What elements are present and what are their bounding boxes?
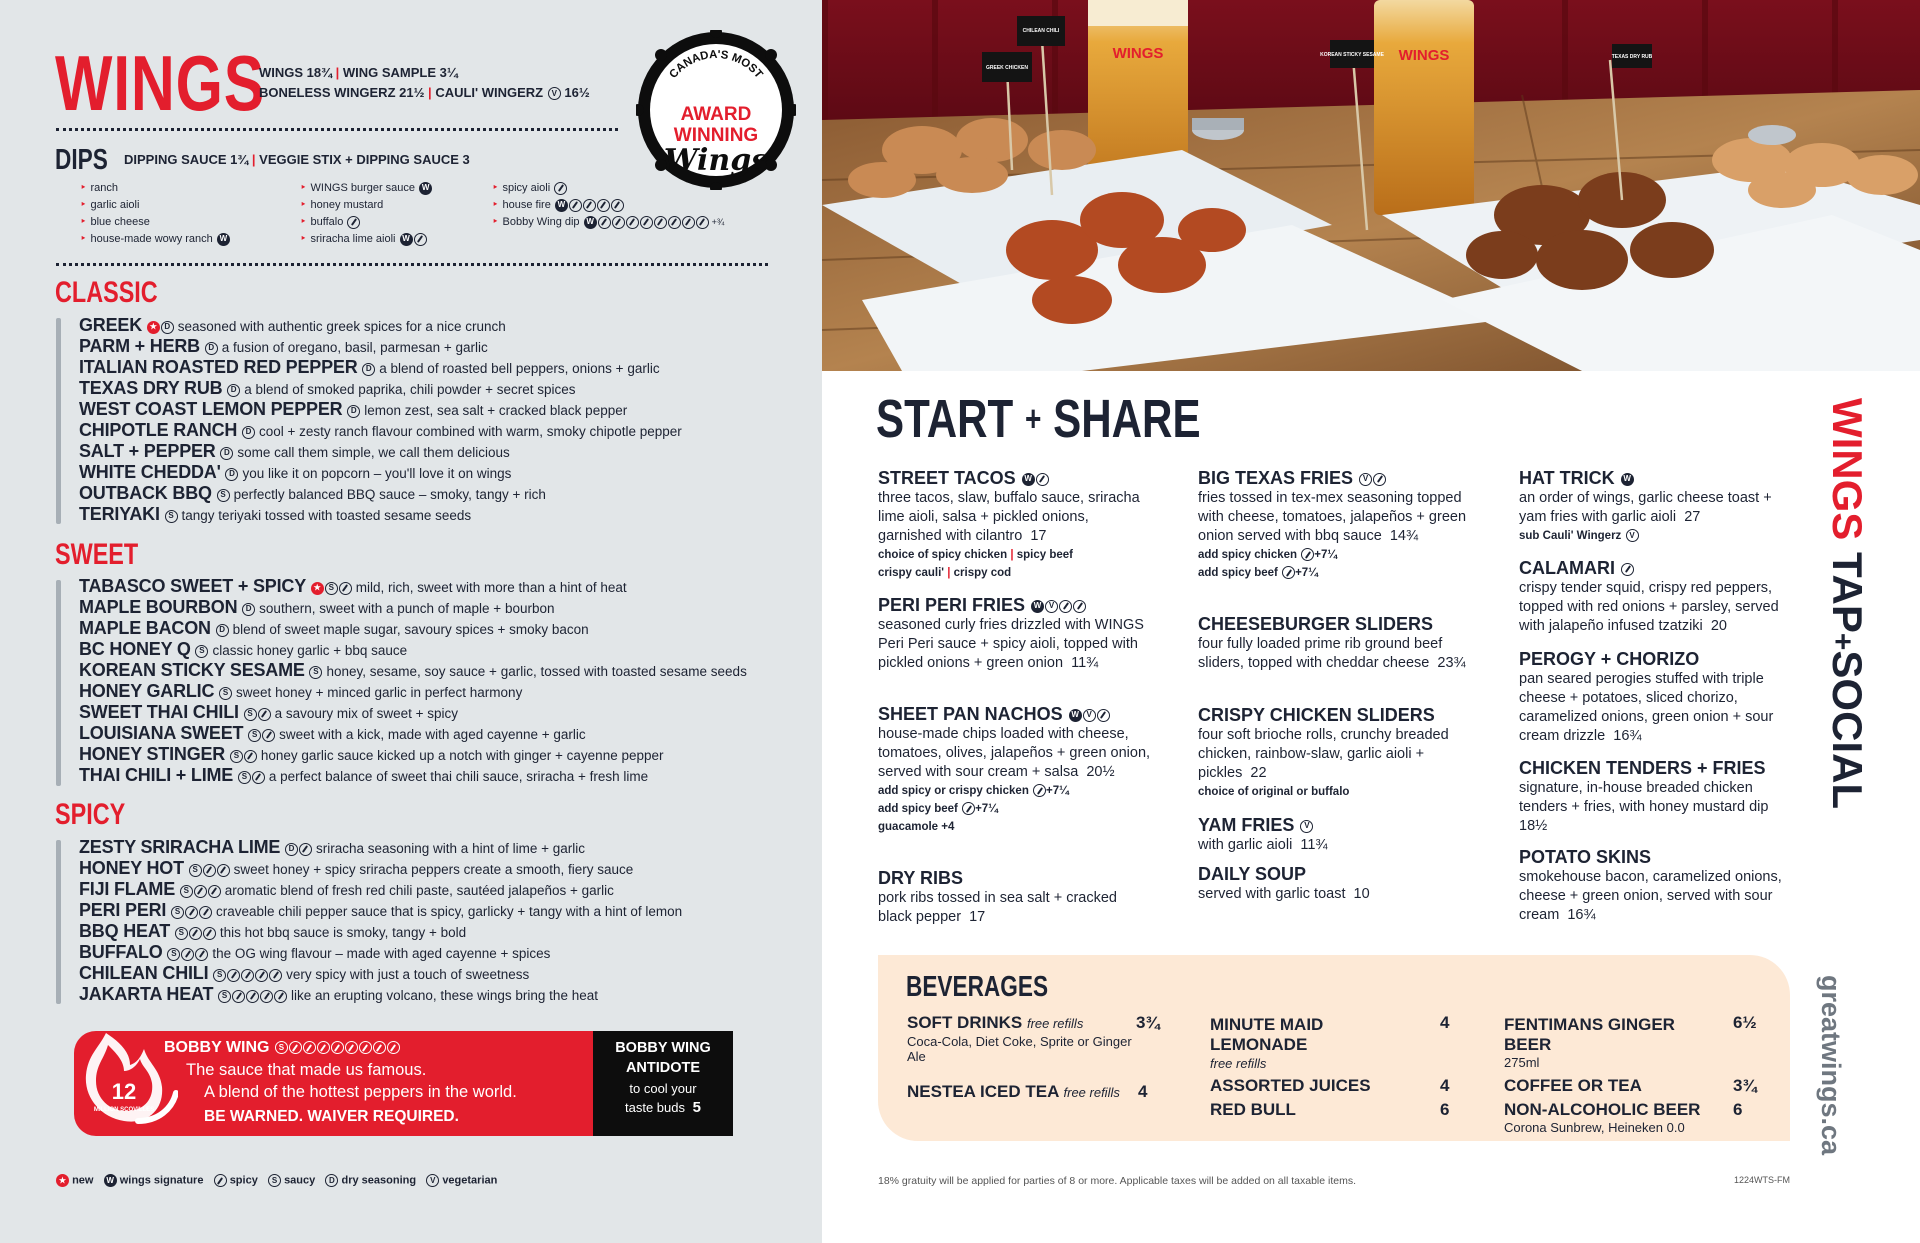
vegetarian-icon: V [1045,600,1058,613]
spicy-icon [1373,473,1386,486]
flavour-item: TABASCO SWEET + SPICY ★ S mild, rich, sweet with more than a hint of heat [79,576,627,596]
section-title-spicy: SPICY [55,798,126,831]
spicy-icon [1073,600,1086,613]
dips-title: DIPS [55,144,108,176]
spicy-icon [668,216,681,229]
section-bar [56,318,61,524]
badge-arc-text: CANADA'S MOST [667,48,765,81]
flavour-item: MAPLE BACON D blend of sweet maple sugar, savoury spices + smoky bacon [79,618,589,638]
saucy-icon: S [175,927,188,940]
divider [56,128,618,131]
signature-icon: W [1031,600,1044,613]
signature-icon: W [400,233,413,246]
spicy-icon [289,1041,302,1054]
vegetarian-icon: V [426,1174,439,1187]
vegetarian-icon: V [548,87,561,100]
menu-item-crispy-chicken-sliders: CRISPY CHICKEN SLIDERS four soft brioche rolls, crunchy breaded chicken, rainbow-slaw, garlic aioli + pickles 22 choice of original or buffalo [1198,705,1449,798]
left-panel [0,0,822,1243]
signature-icon: W [104,1174,117,1187]
award-badge [636,30,796,190]
flavour-item: GREEK ★ D seasoned with authentic greek spices for a nice crunch [79,315,506,335]
saucy-icon: S [180,885,193,898]
saucy-icon: S [165,510,178,523]
flavour-item: PARM + HERB D a fusion of oregano, basil, parmesan + garlic [79,336,488,356]
dips-prices: DIPPING SAUCE 1¾ | VEGGIE STIX + DIPPING SAUCE 3 [124,152,470,167]
bev-coffee: COFFEE OR TEA [1504,1076,1642,1095]
list-item: ‣ ranch [80,180,230,197]
flame-icon [68,1025,178,1140]
dips-list-col2 [300,180,432,248]
vegetarian-icon: V [1083,709,1096,722]
flavour-item: BC HONEY Q S classic honey garlic + bbq sauce [79,639,408,659]
spicy-icon [262,729,275,742]
dry-seasoning-icon: D [347,405,360,418]
flavour-item: PERI PERI S craveable chili pepper sauce that is spicy, garlicky + tangy with a hint of lemon [79,900,683,920]
flavour-item: CHILEAN CHILI S very spicy with just a touch of sweetness [79,963,530,983]
spicy-icon [199,906,212,919]
spicy-icon [203,927,216,940]
bev-juices: ASSORTED JUICES [1210,1076,1371,1095]
spicy-icon [597,199,610,212]
spicy-icon [347,216,360,229]
divider [56,263,768,266]
flavour-item: SALT + PEPPER D some call them simple, we call them delicious [79,441,510,461]
svg-text:AWARD: AWARD [680,104,752,125]
flavour-item: HONEY STINGER S honey garlic sauce kicked up a notch with ginger + cayenne pepper [79,744,664,764]
wings-title: WINGS [55,39,266,127]
spicy-icon [696,216,709,229]
flavour-item: JAKARTA HEAT S like an erupting volcano, these wings bring the heat [79,984,598,1004]
spicy-icon [640,216,653,229]
spicy-icon [317,1041,330,1054]
spicy-icon [583,199,596,212]
spicy-icon [255,969,268,982]
bev-red-bull: RED BULL [1210,1100,1296,1119]
dry-seasoning-icon: D [325,1174,338,1187]
flavour-item: WEST COAST LEMON PEPPER D lemon zest, sea salt + cracked black pepper [79,399,628,419]
spicy-icon [181,948,194,961]
spicy-icon [244,750,257,763]
signature-icon: W [419,182,432,195]
spicy-icon [682,216,695,229]
saucy-icon: S [275,1041,288,1054]
menu-item-cheeseburger-sliders: CHEESEBURGER SLIDERS four fully loaded prime rib ground beef sliders, topped with cheddar cheese 23¾ [1198,614,1466,671]
spicy-icon [569,199,582,212]
spicy-icon [1036,473,1049,486]
saucy-icon: S [309,666,322,679]
flavour-item: ZESTY SRIRACHA LIME D sriracha seasoning with a hint of lime + garlic [79,837,585,857]
spicy-icon [217,864,230,877]
spicy-icon [554,182,567,195]
new-icon: ★ [311,582,324,595]
spicy-icon [258,708,271,721]
spicy-icon [345,1041,358,1054]
spicy-icon [598,216,611,229]
bobby-wing-panel [74,1031,593,1136]
saucy-icon: S [248,729,261,742]
spicy-icon [414,233,427,246]
spicy-icon [246,990,259,1003]
list-item: ‣ spicy aioli [492,180,724,197]
spicy-icon [611,199,624,212]
dry-seasoning-icon: D [227,384,240,397]
hero-photo [822,0,1920,371]
flavour-item: THAI CHILI + LIME S a perfect balance of sweet thai chili sauce, sriracha + fresh lime [79,765,649,785]
saucy-icon: S [217,489,230,502]
dry-seasoning-icon: D [285,843,298,856]
glass-logo: WINGS [1398,47,1450,64]
vegetarian-icon: V [1300,820,1313,833]
flavour-item: LOUISIANA SWEET S sweet with a kick, made with aged cayenne + garlic [79,723,586,743]
menu-item-daily-soup: DAILY SOUP served with garlic toast 10 [1198,864,1370,902]
bobby-line2: A blend of the hottest peppers in the world. [204,1083,517,1101]
wings-prices-line1: WINGS 18¾ | WING SAMPLE 3¼ [259,65,458,80]
spicy-icon [185,906,198,919]
saucy-icon: S [244,708,257,721]
svg-text:CHILEAN CHILI: CHILEAN CHILI [1022,28,1060,34]
brand-vertical: WINGS TAP+SOCIAL [1824,398,1871,810]
signature-icon: W [1022,473,1035,486]
dry-seasoning-icon: D [161,321,174,334]
new-icon: ★ [147,321,160,334]
vegetarian-icon: V [1626,529,1639,542]
signature-icon: W [1069,709,1082,722]
beverages-title: BEVERAGES [906,971,1049,1003]
flavour-item: ITALIAN ROASTED RED PEPPER D a blend of roasted bell peppers, onions + garlic [79,357,660,377]
spicy-icon [260,990,273,1003]
svg-text:GREEK CHICKEN: GREEK CHICKEN [986,65,1028,71]
dips-list-col3 [492,180,724,231]
saucy-icon: S [171,906,184,919]
section-bar [56,840,61,1004]
spicy-icon [299,843,312,856]
menu-item-dry-ribs: DRY RIBS pork ribs tossed in sea salt + cracked black pepper 17 [878,868,1117,925]
menu-item-calamari: CALAMARI crispy tender squid, crispy red peppers, topped with red onions + parsley, served with jalapeño infused tzatziki 20 [1519,558,1779,634]
dry-seasoning-icon: D [205,342,218,355]
flavour-item: CHIPOTLE RANCH D cool + zesty ranch flavour combined with warm, smoky chipotle pepper [79,420,682,440]
flavour-item: TEXAS DRY RUB D a blend of smoked paprika, chili powder + secret spices [79,378,576,398]
list-item: ‣ blue cheese [80,214,230,231]
spicy-icon [626,216,639,229]
saucy-icon: S [167,948,180,961]
svg-text:WINNING: WINNING [673,125,759,146]
bobby-warning: BE WARNED. WAIVER REQUIRED. [204,1108,459,1125]
bev-ginger-beer: FENTIMANS GINGER BEER 275ml [1504,1015,1675,1070]
bev-na-beer: NON-ALCOHOLIC BEER Corona Sunbrew, Heineken 0.0 [1504,1100,1701,1135]
list-item: ‣ sriracha lime aioli W [300,231,432,248]
spicy-icon [241,969,254,982]
menu-item-hat-trick: HAT TRICK W an order of wings, garlic cheese toast + yam fries with garlic aioli 27 sub Cauli' Wingerz V [1519,468,1772,542]
bobby-line1: The sauce that made us famous. [186,1061,427,1079]
spicy-icon [654,216,667,229]
antidote-panel: BOBBY WING ANTIDOTE to cool your taste buds 5 [593,1031,733,1136]
svg-text:TEXAS DRY RUB: TEXAS DRY RUB [1611,54,1653,60]
spicy-icon [208,885,221,898]
menu-item-perogy-chorizo: PEROGY + CHORIZO pan seared perogies stuffed with triple cheese + potatoes, sliced chorizo, caramelized onions, green onion + sour cream drizzle 16¾ [1519,649,1774,744]
spicy-icon [1282,566,1295,579]
svg-text:KOREAN STICKY SESAME: KOREAN STICKY SESAME [1320,52,1384,58]
flavour-item: WHITE CHEDDA' D you like it on popcorn – you'll love it on wings [79,462,512,482]
spicy-icon [1097,709,1110,722]
dry-seasoning-icon: D [242,603,255,616]
spicy-icon [269,969,282,982]
flavour-item: FIJI FLAME S aromatic blend of fresh red chili paste, sautéed jalapeños + garlic [79,879,614,899]
menu-item-peri-peri-fries: PERI PERI FRIES W V seasoned curly fries drizzled with WINGS Peri Peri sauce + spicy aioli, topped with pickled onions + green onion 11¾ [878,595,1144,671]
signature-icon: W [555,199,568,212]
wings-prices-line2: BONELESS WINGERZ 21½ | CAULI' WINGERZ V 16½ [259,85,590,100]
beverages-panel: BEVERAGES SOFT DRINKS free refills Coca-Cola, Diet Coke, Sprite or Ginger Ale 3¾ NESTEA ICED TEA free refills 4 MINUTE MAID LEMONADE free refills 4 ASSORTED JUICES 4 RED BULL 6 FENTIMANS GINGER BEER 275ml 6½ COFFEE OR TEA 3¾ NON-ALCOHOLIC BEER Corona Sunbrew, Heineken 0.0 6 [878,955,1790,1141]
gratuity-note: 18% gratuity will be applied for parties of 8 or more. Applicable taxes will be added on all taxable items. [878,1175,1357,1187]
right-panel [822,0,1920,1243]
signature-icon: W [217,233,230,246]
section-bar [56,580,61,786]
saucy-icon: S [268,1174,281,1187]
spicy-icon [227,969,240,982]
menu-item-potato-skins: POTATO SKINS smokehouse bacon, caramelized onions, cheese + green onion, served with sour cream 16¾ [1519,847,1782,923]
spicy-icon [189,927,202,940]
menu-code: 1224WTS-FM [1734,1175,1791,1185]
flavour-item: OUTBACK BBQ S perfectly balanced BBQ sauce – smoky, tangy + rich [79,483,546,503]
svg-text:Wings: Wings [663,143,769,178]
spicy-icon [331,1041,344,1054]
signature-icon: W [584,216,597,229]
bev-nestea: NESTEA ICED TEA free refills [907,1082,1120,1101]
saucy-icon: S [195,645,208,658]
saucy-icon: S [325,582,338,595]
flavour-item: HONEY GARLIC S sweet honey + minced garlic in perfect harmony [79,681,523,701]
dips-list-col1 [80,180,230,248]
dry-seasoning-icon: D [242,426,255,439]
spicy-icon [612,216,625,229]
start-share-title: START + SHARE [876,389,1201,449]
bev-lemonade: MINUTE MAID LEMONADE free refills [1210,1015,1324,1071]
flavour-item: MAPLE BOURBON D southern, sweet with a punch of maple + bourbon [79,597,555,617]
spicy-icon [962,802,975,815]
flavour-item: TERIYAKI S tangy teriyaki tossed with toasted sesame seeds [79,504,472,524]
spicy-icon [194,885,207,898]
signature-icon: W [1621,473,1634,486]
new-icon: ★ [56,1174,69,1187]
menu-item-sheet-pan-nachos: SHEET PAN NACHOS W V house-made chips loaded with cheese, tomatoes, olives, jalapeños + green onion, served with sour cream + salsa 20½ add spicy or crispy chicken +7¼ add spicy beef +7¼ guacamole +4 [878,704,1151,833]
spicy-icon [274,990,287,1003]
website-vertical[interactable]: greatwings.ca [1816,975,1846,1156]
section-title-sweet: SWEET [55,538,139,571]
spicy-icon [1059,600,1072,613]
list-item: ‣ buffalo [300,214,432,231]
flavour-item: HONEY HOT S sweet honey + spicy sriracha peppers create a smooth, fiery sauce [79,858,634,878]
saucy-icon: S [213,969,226,982]
bobby-wing-title: BOBBY WING S [164,1039,400,1057]
spicy-icon [303,1041,316,1054]
saucy-icon: S [230,750,243,763]
dry-seasoning-icon: D [225,468,238,481]
spicy-icon [252,771,265,784]
spicy-icon [203,864,216,877]
spicy-icon [214,1174,227,1187]
spicy-icon [232,990,245,1003]
section-title-classic: CLASSIC [55,276,158,309]
saucy-icon: S [218,990,231,1003]
menu-item-chicken-tenders: CHICKEN TENDERS + FRIES signature, in-house breaded chicken tenders + fries, with honey mustard dip 18½ [1519,758,1769,834]
menu-item-yam-fries: YAM FRIES V with garlic aioli 11¾ [1198,815,1328,853]
saucy-icon: S [238,771,251,784]
glass-logo: WINGS [1112,45,1164,62]
dry-seasoning-icon: D [216,624,229,637]
spicy-icon [359,1041,372,1054]
spicy-icon [1621,563,1634,576]
dry-seasoning-icon: D [362,363,375,376]
dry-seasoning-icon: D [220,447,233,460]
spicy-icon [1033,784,1046,797]
saucy-icon: S [189,864,202,877]
vegetarian-icon: V [1359,473,1372,486]
list-item: ‣ garlic aioli [80,197,230,214]
spicy-icon [373,1041,386,1054]
list-item: ‣ house fire W [492,197,724,214]
flavour-item: BUFFALO S the OG wing flavour – made with aged cayenne + spices [79,942,551,962]
spicy-icon [195,948,208,961]
spicy-icon [1301,548,1314,561]
flavour-item: BBQ HEAT S this hot bbq sauce is smoky, tangy + bold [79,921,467,941]
bev-soft-drinks: SOFT DRINKS free refills Coca-Cola, Diet Coke, Sprite or Ginger Ale [907,1013,1132,1064]
svg-text:12: 12 [111,1079,137,1104]
menu-item-big-texas-fries: BIG TEXAS FRIES V fries tossed in tex-mex seasoning topped with cheese, tomatoes, jalapeños + green onion served with bbq sauce 14¾ add spicy chicken +7¼ add spicy beef +7¼ [1198,468,1467,579]
spicy-icon [387,1041,400,1054]
legend: ★ new W wings signature spicy S saucy D dry seasoning V vegetarian [55,1174,497,1187]
list-item: ‣ honey mustard [300,197,432,214]
list-item: ‣ Bobby Wing dip W +¾ [492,214,724,231]
flavour-item: SWEET THAI CHILI S a savoury mix of sweet + spicy [79,702,459,722]
flavour-item: KOREAN STICKY SESAME S honey, sesame, soy sauce + garlic, tossed with toasted sesame seeds [79,660,747,680]
saucy-icon: S [219,687,232,700]
svg-text:MILLION SCOVILLES: MILLION SCOVILLES [93,1107,155,1113]
list-item: ‣ house-made wowy ranch W [80,231,230,248]
list-item: ‣ WINGS burger sauce W [300,180,432,197]
spicy-icon [339,582,352,595]
menu-item-street-tacos: STREET TACOS W three tacos, slaw, buffalo sauce, sriracha lime aioli, salsa + pickled onions, garnished with cilantro 17 choice of spicy chicken | spicy beef crispy cauli' | crispy cod [878,468,1140,579]
